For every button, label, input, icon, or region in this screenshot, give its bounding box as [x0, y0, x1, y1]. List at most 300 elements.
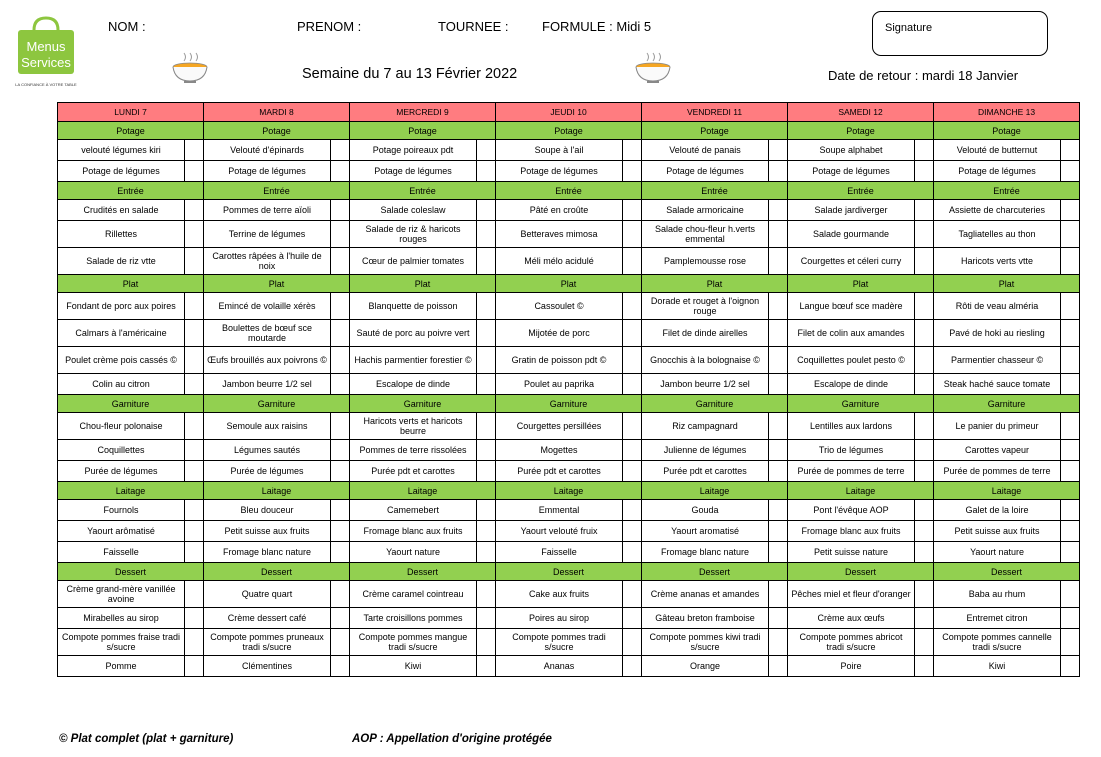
dish-cell: Clémentines [204, 656, 331, 677]
dish-cell: Salade armoricaine [642, 200, 769, 221]
choice-box[interactable] [331, 347, 350, 374]
choice-box[interactable] [185, 542, 204, 563]
choice-box[interactable] [623, 413, 642, 440]
category-header: Dessert [204, 563, 350, 581]
choice-box[interactable] [185, 248, 204, 275]
choice-box[interactable] [331, 542, 350, 563]
dish-cell: Semoule aux raisins [204, 413, 331, 440]
choice-box[interactable] [623, 440, 642, 461]
dish-cell: Haricots verts vtte [934, 248, 1061, 275]
dish-cell: Escalope de dinde [350, 374, 477, 395]
choice-box[interactable] [331, 629, 350, 656]
choice-box[interactable] [623, 200, 642, 221]
dish-cell: Tagliatelles au thon [934, 221, 1061, 248]
category-header: Garniture [58, 395, 204, 413]
category-header: Potage [788, 122, 934, 140]
category-header: Plat [496, 275, 642, 293]
choice-box[interactable] [477, 320, 496, 347]
choice-box[interactable] [769, 656, 788, 677]
choice-box[interactable] [477, 500, 496, 521]
choice-box[interactable] [477, 440, 496, 461]
choice-box[interactable] [769, 221, 788, 248]
category-header: Potage [204, 122, 350, 140]
choice-box[interactable] [477, 581, 496, 608]
choice-box[interactable] [185, 140, 204, 161]
dish-cell: Fromage blanc nature [642, 542, 769, 563]
dish-cell: Chou-fleur polonaise [58, 413, 185, 440]
category-row [58, 395, 1080, 413]
choice-box[interactable] [769, 440, 788, 461]
choice-box[interactable] [1061, 581, 1080, 608]
choice-box[interactable] [477, 374, 496, 395]
dish-cell: Soupe alphabet [788, 140, 915, 161]
choice-box[interactable] [623, 161, 642, 182]
dish-cell: Crème aux œufs [788, 608, 915, 629]
dish-cell: Crudités en salade [58, 200, 185, 221]
choice-box[interactable] [1061, 440, 1080, 461]
choice-box[interactable] [623, 293, 642, 320]
choice-box[interactable] [1061, 200, 1080, 221]
dish-cell: Yaourt arômatisé [58, 521, 185, 542]
choice-box[interactable] [185, 521, 204, 542]
dish-cell: Salade chou-fleur h.verts emmental [642, 221, 769, 248]
choice-box[interactable] [331, 221, 350, 248]
dish-cell: Bleu douceur [204, 500, 331, 521]
choice-box[interactable] [623, 629, 642, 656]
choice-box[interactable] [915, 140, 934, 161]
logo-brand-line1: Menus [26, 39, 66, 54]
soup-bowl-icon [170, 51, 210, 85]
dish-cell: Carottes vapeur [934, 440, 1061, 461]
choice-box[interactable] [623, 347, 642, 374]
choice-box[interactable] [769, 320, 788, 347]
dish-cell: Légumes sautés [204, 440, 331, 461]
dish-cell: Salade jardiverger [788, 200, 915, 221]
menu-row [58, 320, 1080, 347]
menu-row [58, 608, 1080, 629]
dish-cell: Pâté en croûte [496, 200, 623, 221]
logo-brand-line2: Services [21, 55, 71, 70]
choice-box[interactable] [915, 440, 934, 461]
dish-cell: Mirabelles au sirop [58, 608, 185, 629]
choice-box[interactable] [623, 581, 642, 608]
choice-box[interactable] [185, 440, 204, 461]
category-header: Potage [58, 122, 204, 140]
choice-box[interactable] [477, 140, 496, 161]
dish-cell: Compote pommes mangue tradi s/sucre [350, 629, 477, 656]
dish-cell: Yaourt nature [350, 542, 477, 563]
choice-box[interactable] [769, 140, 788, 161]
dish-cell: Coquillettes poulet pesto © [788, 347, 915, 374]
choice-box[interactable] [1061, 347, 1080, 374]
category-header: Potage [350, 122, 496, 140]
category-header: Laitage [58, 482, 204, 500]
choice-box[interactable] [477, 608, 496, 629]
choice-box[interactable] [1061, 293, 1080, 320]
dish-cell: Colin au citron [58, 374, 185, 395]
dish-cell: Salade de riz vtte [58, 248, 185, 275]
choice-box[interactable] [769, 200, 788, 221]
dish-cell: Crème grand-mère vanillée avoine [58, 581, 185, 608]
category-header: Dessert [642, 563, 788, 581]
choice-box[interactable] [769, 347, 788, 374]
choice-box[interactable] [331, 608, 350, 629]
tournee-label: TOURNEE : [438, 19, 509, 34]
dish-cell: Méli mélo acidulé [496, 248, 623, 275]
choice-box[interactable] [331, 461, 350, 482]
dish-cell: Carottes râpées à l'huile de noix [204, 248, 331, 275]
category-header: Plat [788, 275, 934, 293]
category-header: Garniture [204, 395, 350, 413]
formule-label: FORMULE : Midi 5 [542, 19, 652, 34]
category-header: Garniture [350, 395, 496, 413]
footnote-plat-complet: © Plat complet (plat + garniture) [59, 733, 234, 745]
choice-box[interactable] [915, 320, 934, 347]
dish-cell: Coquillettes [58, 440, 185, 461]
choice-box[interactable] [331, 140, 350, 161]
dish-cell: Trio de légumes [788, 440, 915, 461]
dish-cell: Betteraves mimosa [496, 221, 623, 248]
choice-box[interactable] [1061, 608, 1080, 629]
category-header: Laitage [934, 482, 1080, 500]
choice-box[interactable] [769, 521, 788, 542]
menu-row [58, 221, 1080, 248]
dish-cell: Julienne de légumes [642, 440, 769, 461]
choice-box[interactable] [477, 293, 496, 320]
category-row [58, 563, 1080, 581]
choice-box[interactable] [477, 161, 496, 182]
choice-box[interactable] [915, 656, 934, 677]
choice-box[interactable] [185, 374, 204, 395]
choice-box[interactable] [623, 521, 642, 542]
dish-cell: Riz campagnard [642, 413, 769, 440]
category-header: Entrée [788, 182, 934, 200]
choice-box[interactable] [623, 140, 642, 161]
choice-box[interactable] [769, 542, 788, 563]
dish-cell: Assiette de charcuteries [934, 200, 1061, 221]
dish-cell: Compote pommes pruneaux tradi s/sucre [204, 629, 331, 656]
choice-box[interactable] [331, 500, 350, 521]
category-header: Garniture [642, 395, 788, 413]
menu-row [58, 656, 1080, 677]
dish-cell: Sauté de porc au poivre vert [350, 320, 477, 347]
choice-box[interactable] [185, 200, 204, 221]
choice-box[interactable] [185, 347, 204, 374]
category-header: Potage [496, 122, 642, 140]
choice-box[interactable] [915, 413, 934, 440]
choice-box[interactable] [331, 581, 350, 608]
category-row [58, 275, 1080, 293]
dish-cell: Steak haché sauce tomate [934, 374, 1061, 395]
dish-cell: Rillettes [58, 221, 185, 248]
choice-box[interactable] [769, 248, 788, 275]
choice-box[interactable] [331, 374, 350, 395]
category-header: Dessert [58, 563, 204, 581]
choice-box[interactable] [915, 347, 934, 374]
menus-services-logo [14, 16, 78, 94]
choice-box[interactable] [477, 542, 496, 563]
dish-cell: Soupe à l'ail [496, 140, 623, 161]
choice-box[interactable] [1061, 248, 1080, 275]
choice-box[interactable] [185, 320, 204, 347]
dish-cell: Le panier du primeur [934, 413, 1061, 440]
dish-cell: velouté légumes kiri [58, 140, 185, 161]
category-header: Dessert [350, 563, 496, 581]
dish-cell: Œufs brouillés aux poivrons © [204, 347, 331, 374]
choice-box[interactable] [1061, 629, 1080, 656]
choice-box[interactable] [915, 293, 934, 320]
choice-box[interactable] [915, 161, 934, 182]
dish-cell: Galet de la loire [934, 500, 1061, 521]
choice-box[interactable] [769, 500, 788, 521]
dish-cell: Pavé de hoki au riesling [934, 320, 1061, 347]
choice-box[interactable] [1061, 140, 1080, 161]
dish-cell: Fromage blanc nature [204, 542, 331, 563]
category-header: Dessert [788, 563, 934, 581]
dish-cell: Fromage blanc aux fruits [788, 521, 915, 542]
dish-cell: Fournols [58, 500, 185, 521]
choice-box[interactable] [623, 608, 642, 629]
choice-box[interactable] [477, 521, 496, 542]
menu-row [58, 374, 1080, 395]
dish-cell: Tarte croisillons pommes [350, 608, 477, 629]
category-header: Laitage [350, 482, 496, 500]
logo-tagline: LA CONFIANCE À VOTRE TABLE [15, 82, 77, 87]
dish-cell: Filet de colin aux amandes [788, 320, 915, 347]
choice-box[interactable] [1061, 161, 1080, 182]
dish-cell: Baba au rhum [934, 581, 1061, 608]
dish-cell: Crème caramel cointreau [350, 581, 477, 608]
choice-box[interactable] [477, 347, 496, 374]
dish-cell: Velouté de panais [642, 140, 769, 161]
choice-box[interactable] [331, 200, 350, 221]
choice-box[interactable] [1061, 461, 1080, 482]
dish-cell: Orange [642, 656, 769, 677]
signature-box[interactable] [872, 11, 1048, 56]
signature-label: Signature [885, 22, 933, 34]
choice-box[interactable] [477, 656, 496, 677]
category-header: Laitage [496, 482, 642, 500]
dish-cell: Salade coleslaw [350, 200, 477, 221]
choice-box[interactable] [331, 320, 350, 347]
dish-cell: Mogettes [496, 440, 623, 461]
choice-box[interactable] [331, 293, 350, 320]
category-header: Plat [204, 275, 350, 293]
dish-cell: Mijotée de porc [496, 320, 623, 347]
menu-row [58, 140, 1080, 161]
dish-cell: Compote pommes abricot tradi s/sucre [788, 629, 915, 656]
dish-cell: Parmentier chasseur © [934, 347, 1061, 374]
choice-box[interactable] [1061, 374, 1080, 395]
dish-cell: Petit suisse aux fruits [934, 521, 1061, 542]
dish-cell: Potage de légumes [204, 161, 331, 182]
dish-cell: Cœur de palmier tomates [350, 248, 477, 275]
choice-box[interactable] [477, 248, 496, 275]
dish-cell: Compote pommes cannelle tradi s/sucre [934, 629, 1061, 656]
choice-box[interactable] [769, 161, 788, 182]
category-header: Plat [642, 275, 788, 293]
dish-cell: Potage de légumes [350, 161, 477, 182]
choice-box[interactable] [185, 293, 204, 320]
choice-box[interactable] [769, 581, 788, 608]
day-header: JEUDI 10 [496, 103, 642, 122]
choice-box[interactable] [477, 413, 496, 440]
choice-box[interactable] [1061, 656, 1080, 677]
dish-cell: Purée pdt et carottes [350, 461, 477, 482]
dish-cell: Yaourt nature [934, 542, 1061, 563]
category-row [58, 182, 1080, 200]
dish-cell: Fromage blanc aux fruits [350, 521, 477, 542]
dish-cell: Hachis parmentier forestier © [350, 347, 477, 374]
choice-box[interactable] [769, 413, 788, 440]
day-header: VENDREDI 11 [642, 103, 788, 122]
choice-box[interactable] [915, 500, 934, 521]
dish-cell: Potage poireaux pdt [350, 140, 477, 161]
dish-cell: Courgettes et céleri curry [788, 248, 915, 275]
dish-cell: Kiwi [934, 656, 1061, 677]
choice-box[interactable] [331, 161, 350, 182]
choice-box[interactable] [769, 608, 788, 629]
dish-cell: Pont l'évêque AOP [788, 500, 915, 521]
choice-box[interactable] [1061, 542, 1080, 563]
dish-cell: Jambon beurre 1/2 sel [204, 374, 331, 395]
category-header: Dessert [496, 563, 642, 581]
dish-cell: Poire [788, 656, 915, 677]
choice-box[interactable] [331, 521, 350, 542]
dish-cell: Ananas [496, 656, 623, 677]
dish-cell: Velouté de butternut [934, 140, 1061, 161]
dish-cell: Faisselle [58, 542, 185, 563]
choice-box[interactable] [1061, 521, 1080, 542]
choice-box[interactable] [185, 656, 204, 677]
choice-box[interactable] [915, 542, 934, 563]
menu-row [58, 581, 1080, 608]
dish-cell: Cassoulet © [496, 293, 623, 320]
dish-cell: Compote pommes kiwi tradi s/sucre [642, 629, 769, 656]
menu-row [58, 542, 1080, 563]
choice-box[interactable] [185, 629, 204, 656]
choice-box[interactable] [185, 161, 204, 182]
choice-box[interactable] [623, 248, 642, 275]
category-header: Entrée [934, 182, 1080, 200]
choice-box[interactable] [623, 374, 642, 395]
choice-box[interactable] [477, 629, 496, 656]
dish-cell: Escalope de dinde [788, 374, 915, 395]
category-header: Laitage [642, 482, 788, 500]
choice-box[interactable] [623, 500, 642, 521]
return-date: Date de retour : mardi 18 Janvier [828, 68, 1019, 83]
day-header: MERCREDI 9 [350, 103, 496, 122]
choice-box[interactable] [915, 200, 934, 221]
category-header: Potage [934, 122, 1080, 140]
choice-box[interactable] [185, 608, 204, 629]
choice-box[interactable] [331, 656, 350, 677]
dish-cell: Emmental [496, 500, 623, 521]
dish-cell: Blanquette de poisson [350, 293, 477, 320]
choice-box[interactable] [1061, 221, 1080, 248]
dish-cell: Rôti de veau alméria [934, 293, 1061, 320]
choice-box[interactable] [477, 200, 496, 221]
day-header: SAMEDI 12 [788, 103, 934, 122]
choice-box[interactable] [769, 629, 788, 656]
category-header: Entrée [204, 182, 350, 200]
choice-box[interactable] [331, 440, 350, 461]
choice-box[interactable] [1061, 413, 1080, 440]
choice-box[interactable] [915, 581, 934, 608]
choice-box[interactable] [915, 629, 934, 656]
menu-row [58, 629, 1080, 656]
menu-row [58, 293, 1080, 320]
choice-box[interactable] [185, 221, 204, 248]
choice-box[interactable] [915, 248, 934, 275]
dish-cell: Pamplemousse rose [642, 248, 769, 275]
dish-cell: Courgettes persillées [496, 413, 623, 440]
choice-box[interactable] [915, 461, 934, 482]
choice-box[interactable] [185, 461, 204, 482]
choice-box[interactable] [331, 248, 350, 275]
choice-box[interactable] [477, 461, 496, 482]
menu-row [58, 347, 1080, 374]
dish-cell: Yaourt aromatisé [642, 521, 769, 542]
choice-box[interactable] [1061, 320, 1080, 347]
day-header-row [58, 103, 1080, 122]
choice-box[interactable] [1061, 500, 1080, 521]
choice-box[interactable] [915, 221, 934, 248]
dish-cell: Gnocchis à la bolognaise © [642, 347, 769, 374]
category-header: Garniture [496, 395, 642, 413]
dish-cell: Purée pdt et carottes [496, 461, 623, 482]
category-header: Entrée [58, 182, 204, 200]
dish-cell: Petit suisse aux fruits [204, 521, 331, 542]
dish-cell: Boulettes de bœuf sce moutarde [204, 320, 331, 347]
choice-box[interactable] [331, 413, 350, 440]
dish-cell: Crème ananas et amandes [642, 581, 769, 608]
choice-box[interactable] [623, 656, 642, 677]
dish-cell: Cake aux fruits [496, 581, 623, 608]
dish-cell: Poires au sirop [496, 608, 623, 629]
menu-row [58, 500, 1080, 521]
category-header: Plat [58, 275, 204, 293]
choice-box[interactable] [769, 293, 788, 320]
dish-cell: Jambon beurre 1/2 sel [642, 374, 769, 395]
dish-cell: Crème dessert café [204, 608, 331, 629]
menu-row [58, 413, 1080, 440]
dish-cell: Camemebert [350, 500, 477, 521]
choice-box[interactable] [623, 221, 642, 248]
category-header: Plat [934, 275, 1080, 293]
choice-box[interactable] [477, 221, 496, 248]
choice-box[interactable] [185, 413, 204, 440]
choice-box[interactable] [623, 461, 642, 482]
choice-box[interactable] [769, 374, 788, 395]
choice-box[interactable] [915, 374, 934, 395]
menu-row [58, 161, 1080, 182]
choice-box[interactable] [915, 608, 934, 629]
category-header: Laitage [788, 482, 934, 500]
category-row [58, 482, 1080, 500]
menu-row [58, 461, 1080, 482]
choice-box[interactable] [623, 542, 642, 563]
choice-box[interactable] [185, 500, 204, 521]
dish-cell: Potage de légumes [642, 161, 769, 182]
category-header: Plat [350, 275, 496, 293]
choice-box[interactable] [623, 320, 642, 347]
choice-box[interactable] [915, 521, 934, 542]
dish-cell: Calmars à l'américaine [58, 320, 185, 347]
choice-box[interactable] [185, 581, 204, 608]
choice-box[interactable] [769, 461, 788, 482]
day-header: LUNDI 7 [58, 103, 204, 122]
